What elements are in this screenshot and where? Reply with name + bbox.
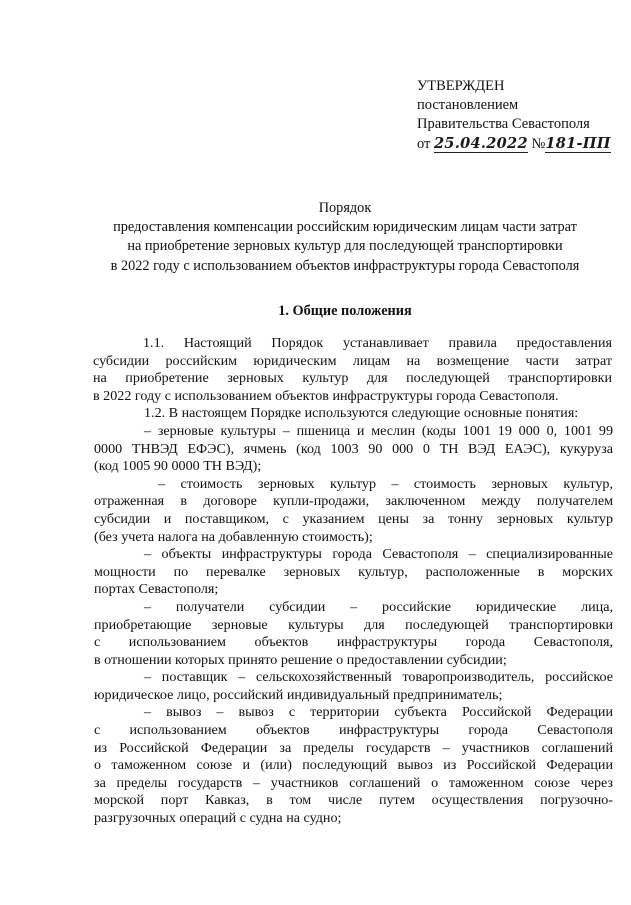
approval-from-label: от	[417, 136, 431, 152]
title-line-2: предоставления компенсации российским юридическим лицам части затрат	[113, 219, 577, 236]
title-line-1: Порядок	[318, 200, 372, 216]
definition-grain-crops: – зерновые культуры – пшеница и меслин (коды 1001 19 000 0, 1001 99 0000 ТНВЭД ЕФЭС), ячмень (код 1003 90 000 0 ТН ВЭД ЕАЭС), кукуруза (код 1005 90 0000 ТН ВЭД);	[94, 422, 613, 475]
title-line-4: в 2022 году с использованием объектов инфраструктуры города Севастополя	[110, 257, 580, 274]
approval-heading: УТВЕРЖДЕН	[417, 78, 505, 94]
section-body	[93, 335, 613, 828]
definition-recipients: – получатели субсидии – российские юридические лица, приобретающие зерновые культуры для последующей транспортировки с использованием объектов инфраструктуры города Севастополя, в отношении которых принято решение о предоставлении субсидии;	[94, 598, 613, 668]
title-line-3: на приобретение зерновых культур для последующей транспортировки	[127, 238, 563, 255]
paragraph-1-2: 1.2. В настоящем Порядке используются следующие основные понятия:	[144, 405, 579, 422]
approval-number-handwritten: 181-ПП	[545, 135, 611, 152]
definition-grain-cost: – стоимость зерновых культур – стоимость зерновых культур, отраженная в договоре купли-продажи, заключенном между получателем субсидии и поставщиком, с указанием цены за тонну зерновых культур (без учета налога на добавленную стоимость);	[94, 475, 613, 545]
paragraph-1-1: 1.1. Настоящий Порядок устанавливает правила предоставления субсидии российским юридическим лицам на возмещение части затрат на приобретение зерновых культур для последующей транспортировки в 2022 году с использованием объектов инфраструктуры города Севастополя.	[93, 335, 612, 404]
definition-supplier: – поставщик – сельскохозяйственный товаропроизводитель, российское юридическое лицо, российский индивидуальный предприниматель;	[94, 669, 613, 703]
approval-number-label: №	[531, 136, 546, 152]
approval-date-handwritten: 25.04.2022	[434, 135, 528, 152]
section-heading: 1. Общие положения	[278, 303, 412, 319]
document-title	[60, 199, 630, 276]
approval-stamp	[417, 77, 611, 154]
approval-resolution: постановлением	[417, 97, 519, 113]
approval-date-number	[417, 134, 611, 154]
approval-government: Правительства Севастополя	[417, 116, 590, 132]
definition-export: – вывоз – вывоз с территории субъекта Российской Федерации с использованием объектов инфраструктуры города Севастополя из Российской Федерации за пределы государств – участников соглашений о таможенном союзе и (или) последующий вывоз из Российской Федерации за пределы государств – участников соглашений о таможенном союзе через морской порт Кавказ, в том числе путем осуществления погрузочно- разгрузочных операций с судна на судно;	[94, 704, 613, 827]
definition-infrastructure: – объекты инфраструктуры города Севастополя – специализированные мощности по перевалке зерновых культур, расположенные в морских портах Севастополя;	[94, 546, 613, 598]
